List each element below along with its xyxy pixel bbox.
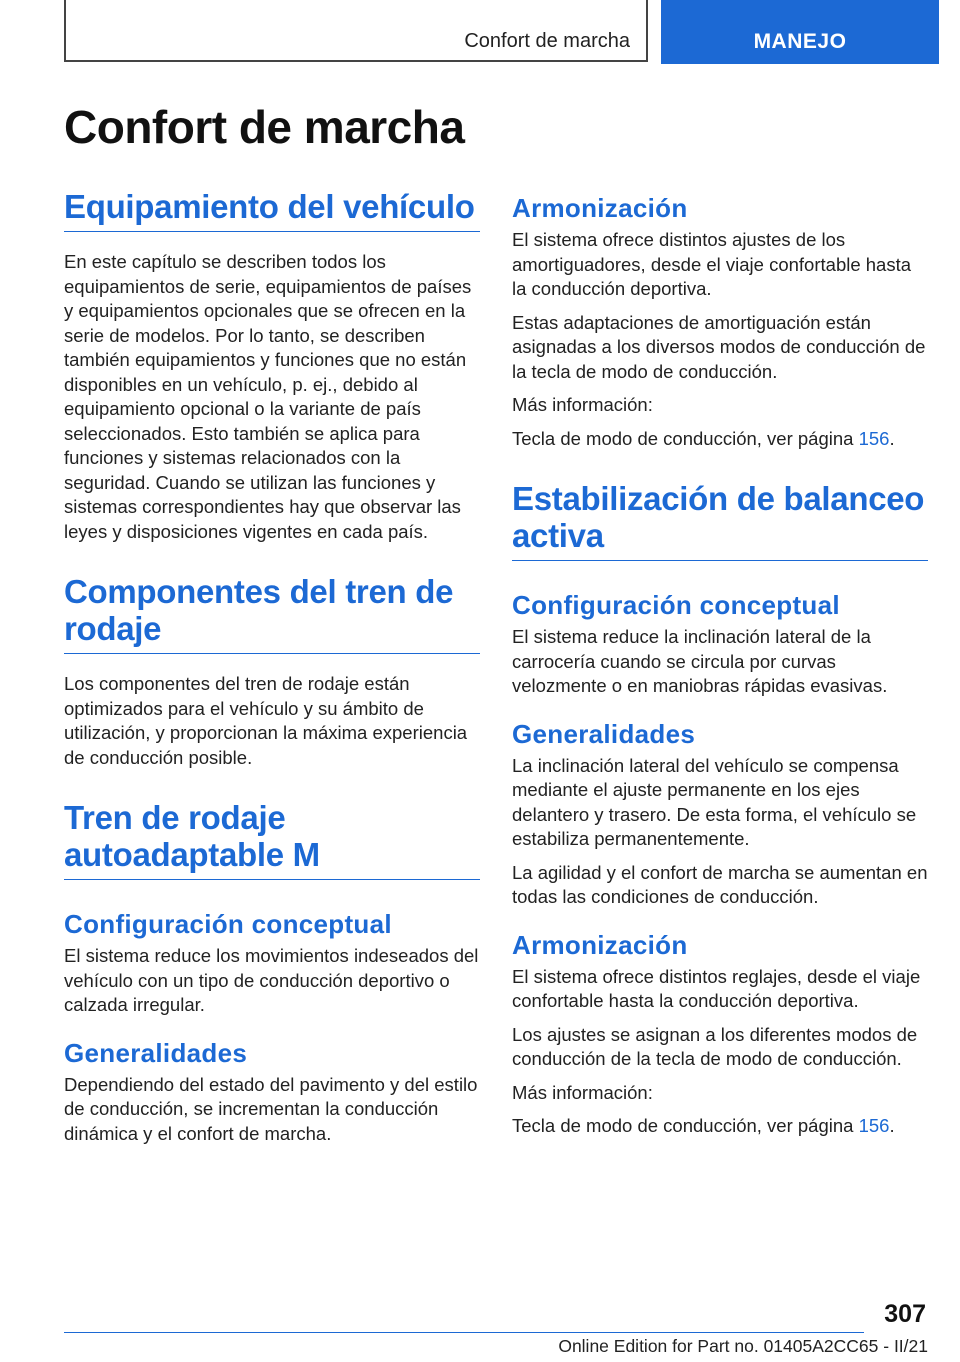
reference-1: Tecla de modo de conducción, ver página 156.: [512, 427, 895, 449]
paragraph-configuracion-2: El sistema reduce la inclinación lateral de la carrocería cuando se circula por curvas velozmente o en maniobras rápidas evasivas.: [512, 626, 888, 696]
heading-componentes: Componentes del tren de rodaje: [64, 573, 480, 654]
heading-tren-rodaje: Tren de rodaje autoadaptable M: [64, 799, 480, 880]
subheading-generalidades: Generalidades: [64, 1037, 248, 1068]
paragraph-armonizacion-1a: El sistema ofrece distintos ajustes de los amortiguadores, desde el viaje confortable hasta la conducción deportiva.: [512, 229, 912, 299]
header-chapter-tab[interactable]: MANEJO: [661, 0, 939, 64]
footer-divider: [64, 1332, 864, 1333]
paragraph-armonizacion-2a: El sistema ofrece distintos reglajes, desde el viaje confortable hasta la conducción deportiva.: [512, 965, 921, 1011]
page-title: Confort de marcha: [64, 101, 465, 153]
reference-2-text: Tecla de modo de conducción, ver página: [512, 1115, 859, 1136]
paragraph-generalidades: Dependiendo del estado del pavimento y del estilo de conducción, se incrementan la conducción dinámica y el confort de marcha.: [64, 1073, 478, 1144]
left-column: [64, 188, 480, 1155]
subheading-armonizacion-2: Armonización: [512, 929, 688, 960]
more-info-label-2: Más información:: [512, 1081, 653, 1103]
reference-2: Tecla de modo de conducción, ver página 156.: [512, 1115, 895, 1136]
paragraph-equipamiento: En este capítulo se describen todos los equipamientos de serie, equipamientos de países y equipamientos opcionales que se ofrecen en la serie de modelos. Por lo tanto, se describen también equipamientos y funciones que no están disponibles en un vehículo, p. ej., debido al equipamiento opcional o la variante de país seleccionados. Esto también se aplica para funciones y sistemas relacionados con la seguridad. Cuando se utilizan las funciones y sistemas correspondientes hay que observar las leyes y disposiciones vigentes en cada país.: [64, 251, 472, 542]
subheading-configuracion-2: Configuración conceptual: [512, 590, 840, 620]
page-link-156-b[interactable]: 156: [858, 1115, 890, 1136]
subheading-armonizacion-1: Armonización: [512, 193, 688, 223]
page-number: 307: [884, 1300, 926, 1328]
subheading-generalidades-2: Generalidades: [512, 718, 696, 749]
paragraph-armonizacion-1b: Estas adaptaciones de amortiguación están asignadas a los diversos modos de conducción de la tecla de modo de conducción.: [512, 311, 926, 382]
paragraph-generalidades-2a: La inclinación lateral del vehículo se compensa mediante el ajuste permanente en los ejes delantero y trasero. De esta forma, el vehículo se estabiliza permanentemente.: [512, 754, 917, 849]
paragraph-configuracion: El sistema reduce los movimientos indeseados del vehículo con un tipo de conducción deportivo o calzada irregular.: [64, 945, 479, 1015]
right-column: [512, 192, 928, 1148]
reference-1-text: Tecla de modo de conducción, ver página: [512, 427, 859, 449]
edition-note: Online Edition for Part no. 01405A2CC65 - II/21: [558, 1336, 928, 1356]
header-section-box: [64, 0, 648, 62]
subheading-configuracion: Configuración conceptual: [64, 909, 392, 939]
page-header: [0, 0, 960, 66]
heading-equipamiento: Equipamiento del vehículo: [64, 188, 480, 232]
paragraph-generalidades-2b: La agilidad y el confort de marcha se aumentan en todas las condiciones de conducción.: [512, 861, 928, 907]
page-link-156[interactable]: 156: [858, 427, 890, 449]
header-section-title: Confort de marcha: [464, 30, 630, 52]
paragraph-armonizacion-2b: Los ajustes se asignan a los diferentes modos de conducción de la tecla de modo de conducción.: [512, 1023, 918, 1069]
paragraph-componentes: Los componentes del tren de rodaje están optimizados para el vehículo y su ámbito de utilización, y proporcionan la máxima experiencia de conducción posible.: [64, 673, 468, 768]
heading-estabilizacion: Estabilización de balanceo activa: [512, 480, 928, 561]
more-info-label-1: Más información:: [512, 394, 653, 415]
